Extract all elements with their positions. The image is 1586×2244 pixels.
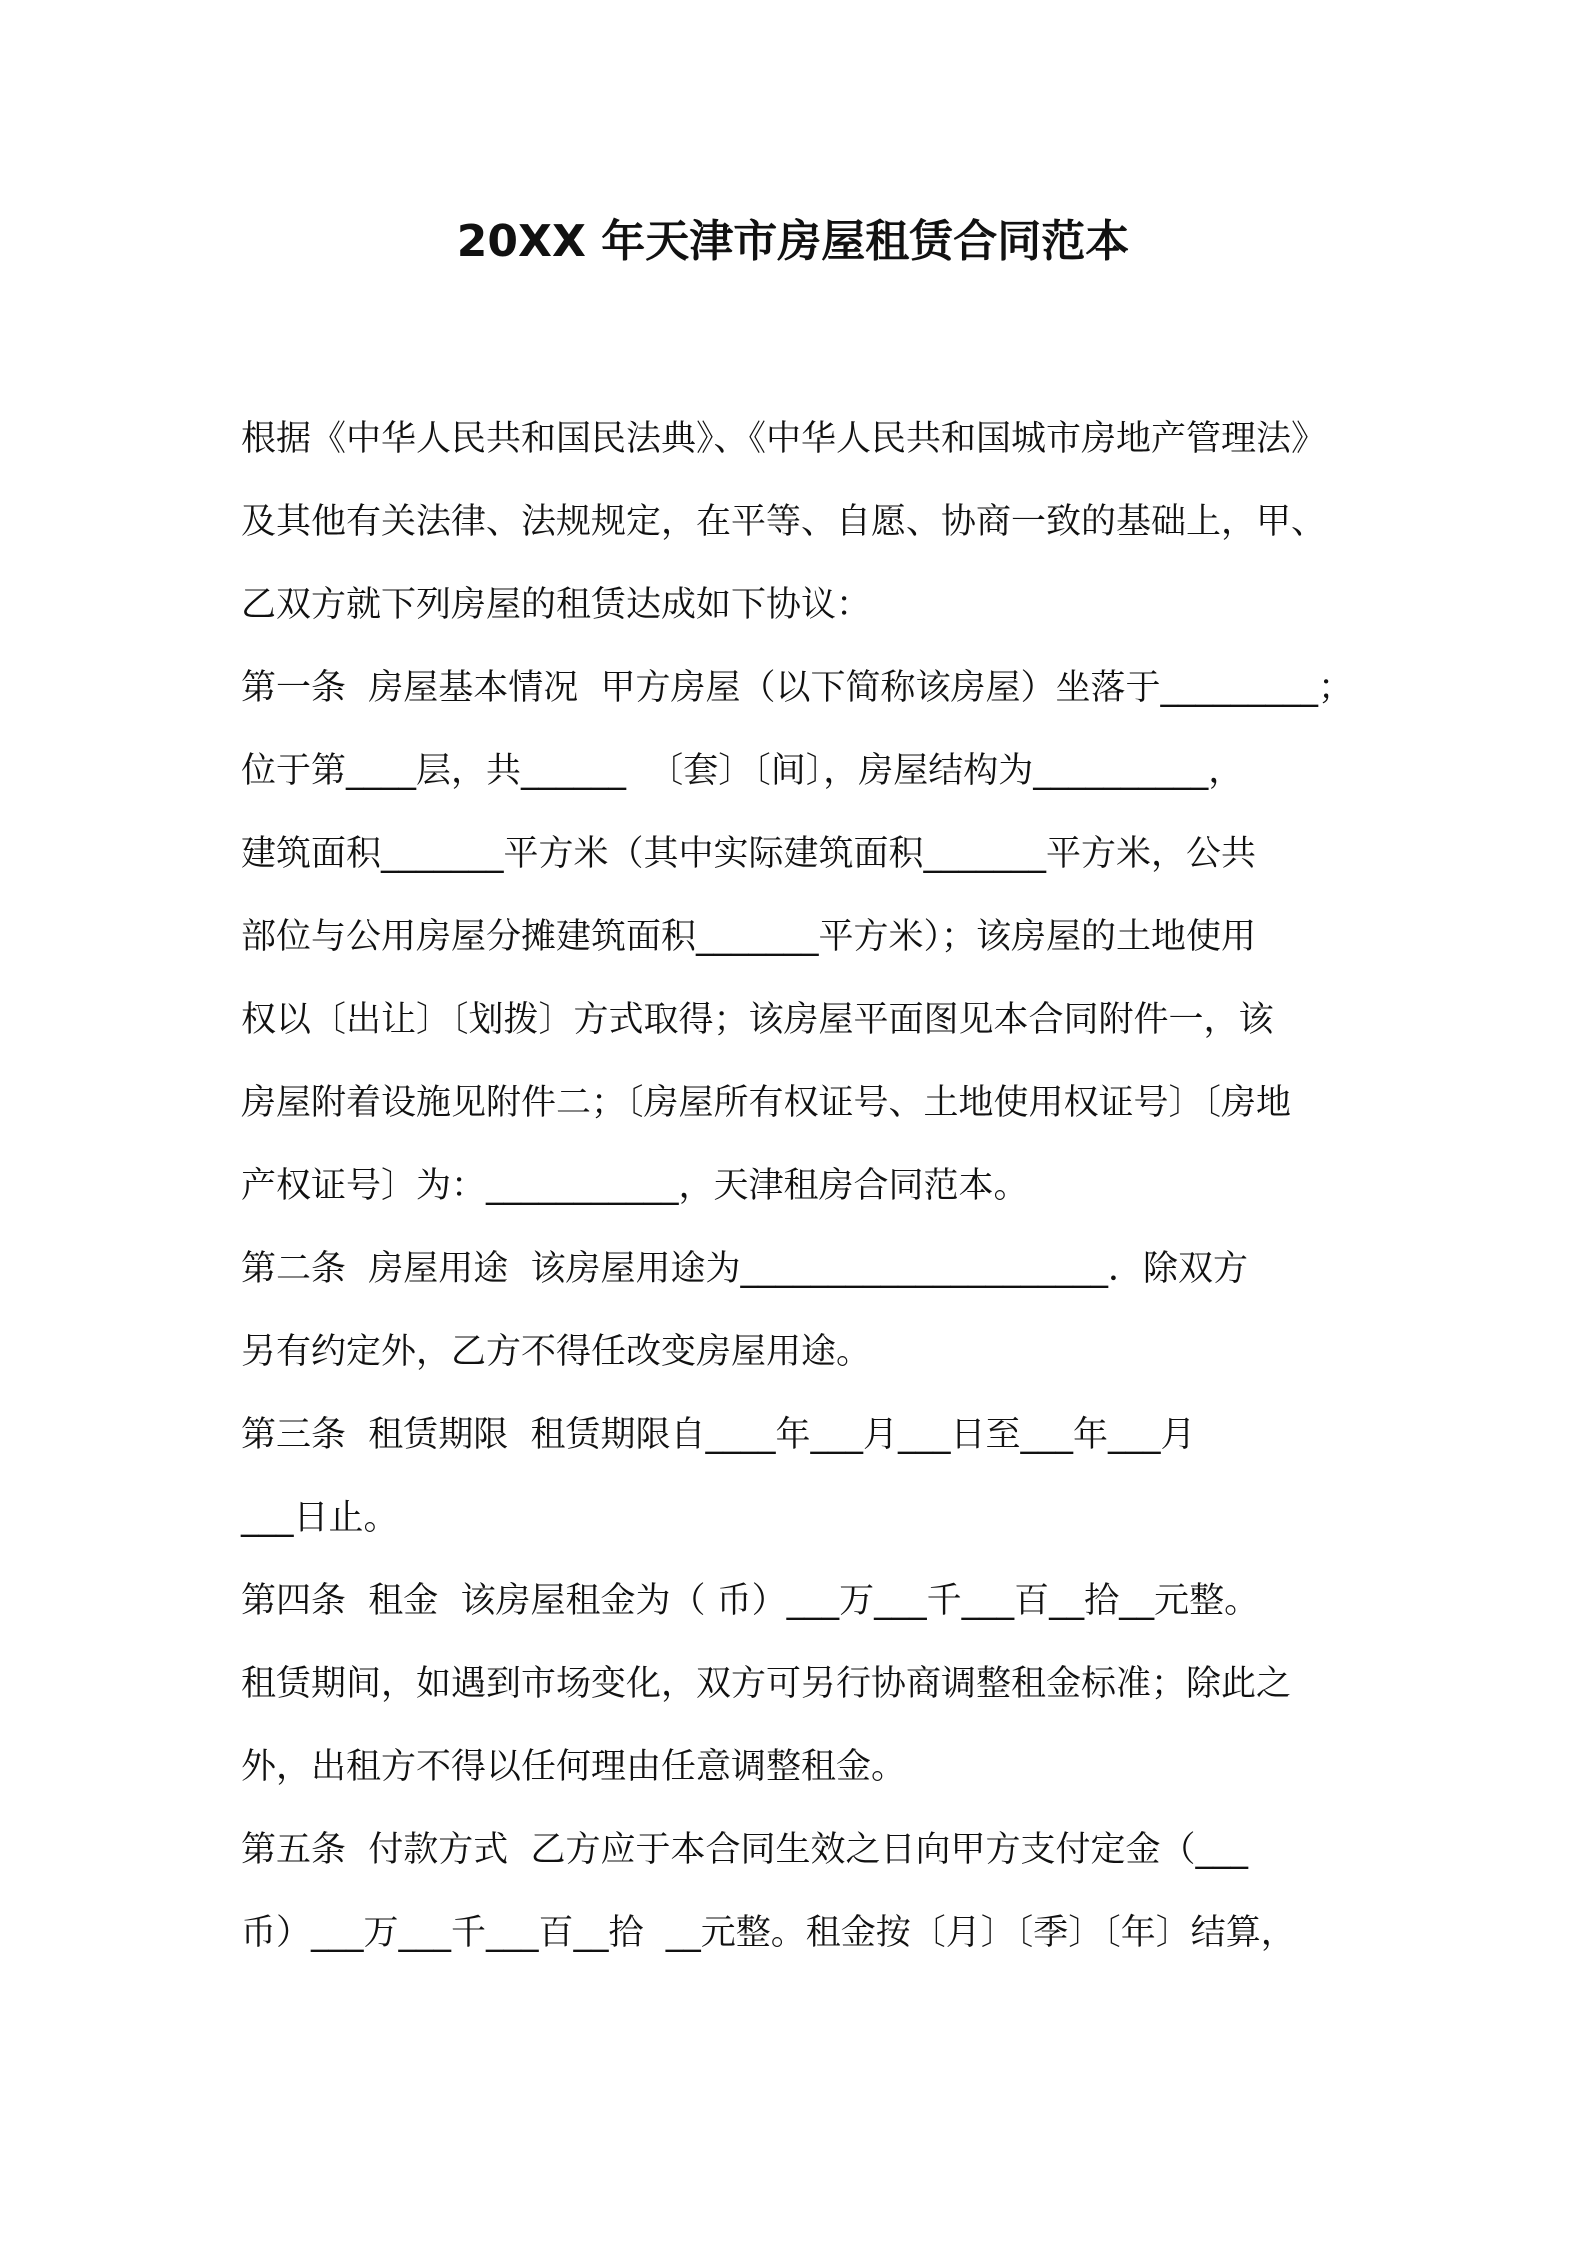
body-line: 租赁期间，如遇到市场变化，双方可另行协商调整租金标准；除此之 — [241, 1664, 1292, 1704]
body-line: 外，出租方不得以任何理由任意调整租金。 — [241, 1747, 907, 1787]
body-line: 房屋附着设施见附件二；〔房屋所有权证号、土地使用权证号〕〔房地 — [241, 1083, 1292, 1123]
body-line: 第一条 房屋基本情况 甲方房屋（以下简称该房屋）坐落于_________； — [241, 668, 1354, 708]
body-line: 及其他有关法律、法规规定，在平等、自愿、协商一致的基础上，甲、 — [241, 502, 1327, 542]
body-line: 位于第____层，共______ 〔套〕〔间〕，房屋结构为__________， — [241, 751, 1244, 791]
body-line: 权以〔出让〕〔划拨〕方式取得；该房屋平面图见本合同附件一，该 — [241, 1000, 1274, 1040]
body-line: 建筑面积_______平方米（其中实际建筑面积_______平方米，公共 — [241, 834, 1257, 874]
body-line: 币）___万___千___百__拾 __元整。租金按〔月〕〔季〕〔年〕结算， — [241, 1913, 1296, 1953]
body-line: 第四条 租金 该房屋租金为（ 币）___万___千___百__拾__元整。 — [241, 1581, 1260, 1621]
body-line: 产权证号〕为：___________，天津租房合同范本。 — [241, 1166, 1029, 1206]
body-line: 根据《中华人民共和国民法典》、《中华人民共和国城市房地产管理法》 — [241, 419, 1327, 459]
body-line: 第二条 房屋用途 该房屋用途为_____________________．除双方 — [241, 1249, 1249, 1289]
body-line: ___日止。 — [241, 1498, 399, 1538]
body-line: 第三条 租赁期限 租赁期限自____年___月___日至___年___月 — [241, 1415, 1196, 1455]
document-title: 20XX 年天津市房屋租赁合同范本 — [456, 216, 1130, 267]
body-line: 部位与公用房屋分摊建筑面积_______平方米）；该房屋的土地使用 — [241, 917, 1257, 957]
body-line: 乙双方就下列房屋的租赁达成如下协议： — [241, 585, 872, 625]
body-line: 另有约定外，乙方不得任改变房屋用途。 — [241, 1332, 872, 1372]
document-body — [241, 398, 1361, 1975]
body-line: 第五条 付款方式 乙方应于本合同生效之日向甲方支付定金（___ — [241, 1830, 1249, 1870]
